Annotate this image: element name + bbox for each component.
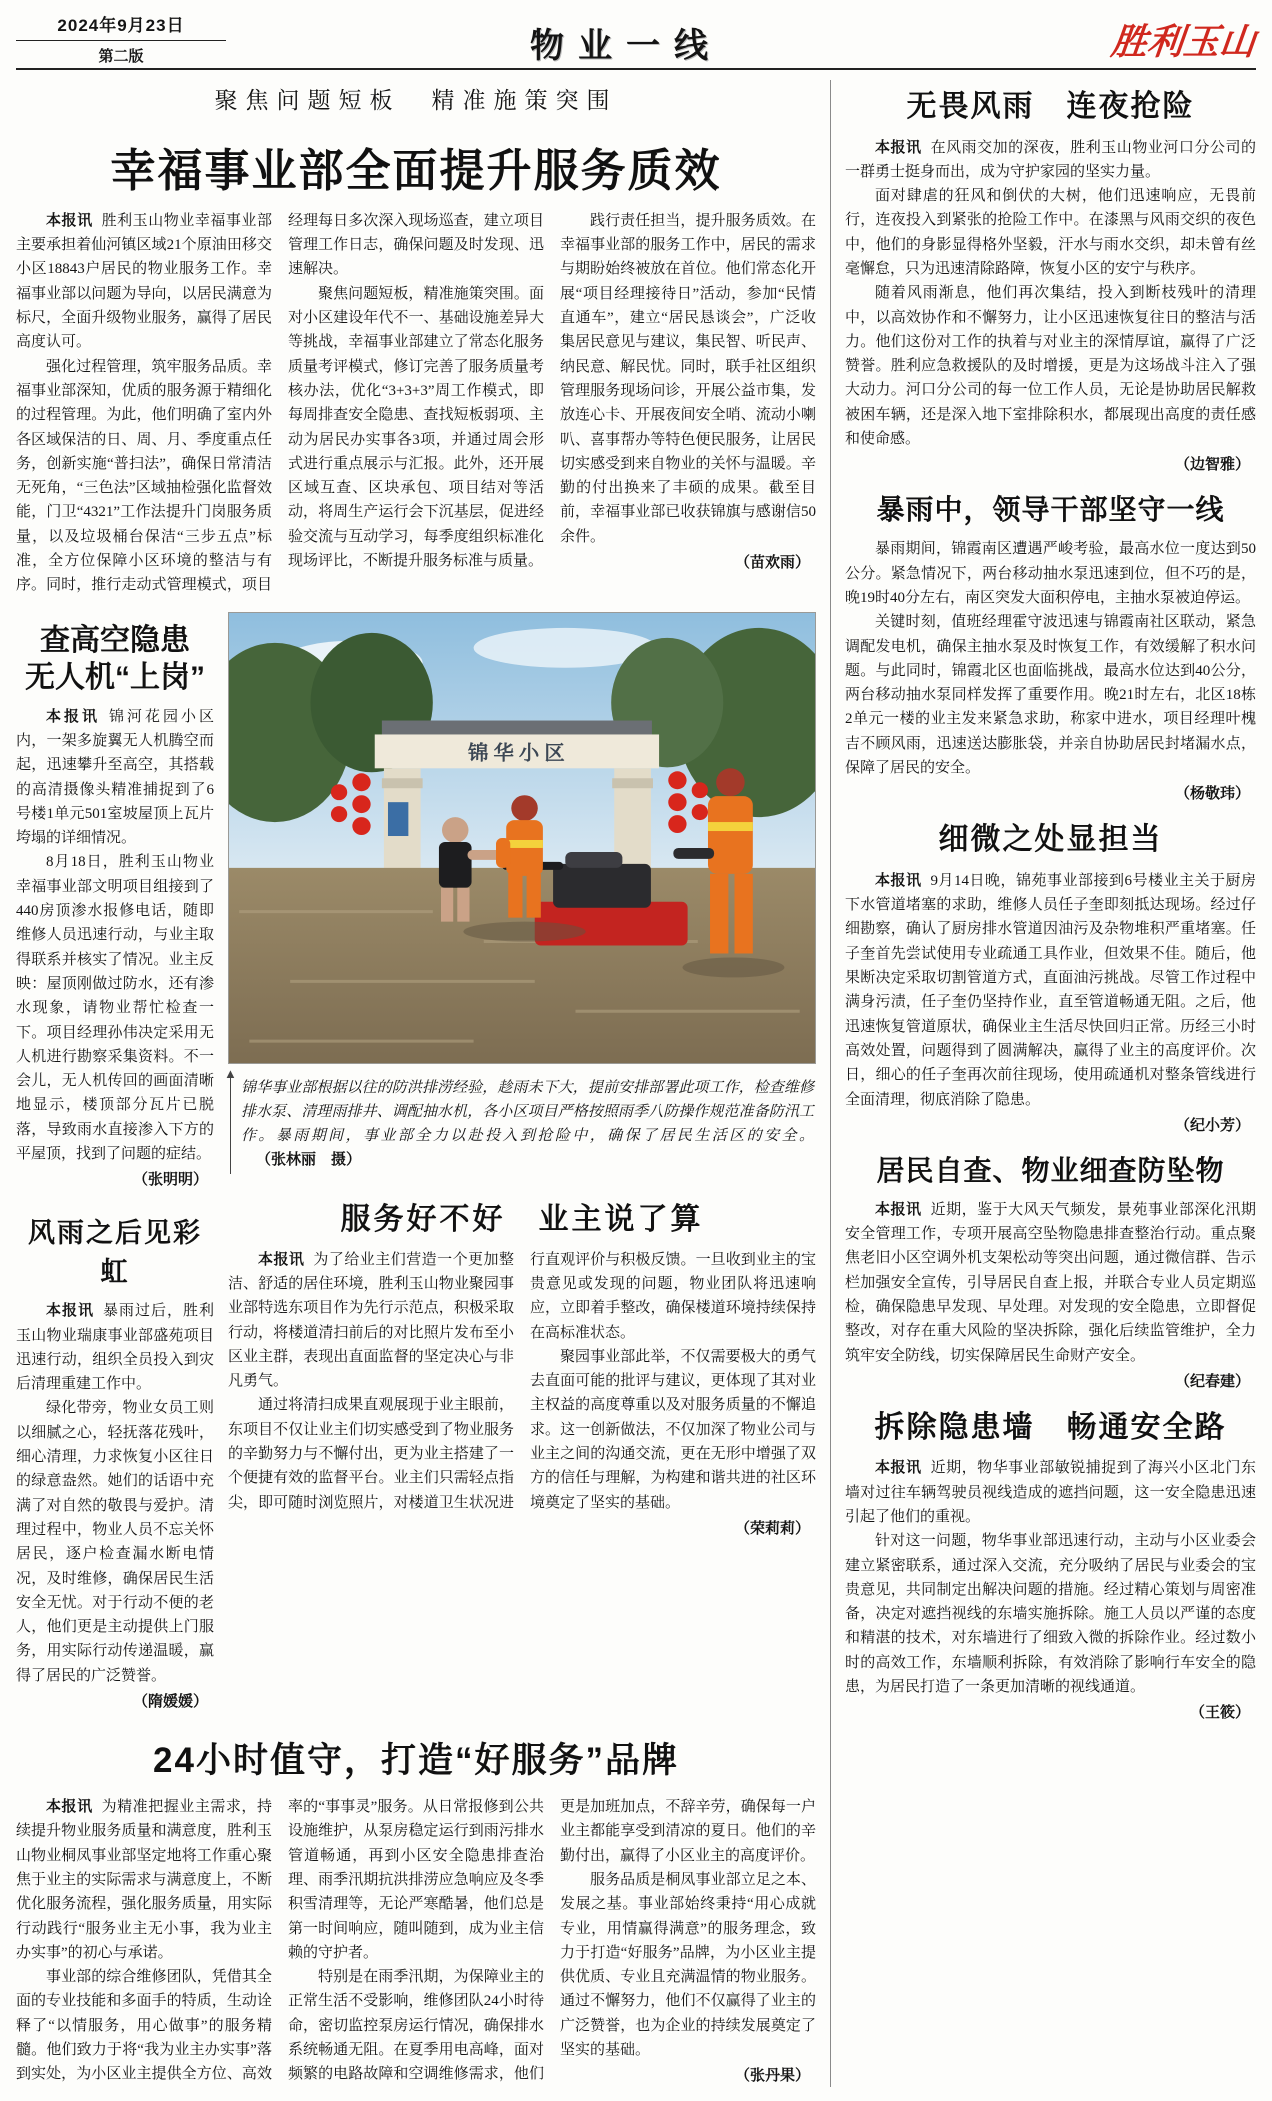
page-header <box>16 8 1256 64</box>
wire-label: 本报讯 <box>875 1459 922 1477</box>
header-rule <box>16 68 1256 70</box>
wire-label: 本报讯 <box>46 707 100 725</box>
wall-removal-headline: 拆除隐患墙 畅通安全路 <box>874 1410 1227 1444</box>
lead-paragraph: 强化过程管理，筑牢服务品质。幸福事业部深知，优质的服务源于精细化的过程管理。为此，他们明确了室内外各区域保洁的日、周、月、季度重点任务，创新实施“普扫法”，确保日常清洁无死角，“三色法”区域抽检强化监督效能，门卫“4321”工作法提升门岗服务质量，以及垃圾桶台保洁“三步五点”标准，全方位保障小区环境的整洁与有序。同时，推行走动式管理模式，项目经理每日多次深入现场巡查，建立项目管理工作日志，确保问题及时发现、迅速解决。 <box>16 212 544 594</box>
storm-rescue-byline: （边智雅） <box>1174 457 1250 474</box>
rainbow-byline: （隋媛媛） <box>132 1694 208 1711</box>
serve-paragraph: 本报讯 为了给业主们营造一个更加整洁、舒适的居住环境，胜利玉山物业聚园事业部特选东项目作为先行示范点，积极采取行动，将楼道清扫前后的对比照片发布至小区业主群，表现出直面监督的坚定决心与非凡勇气。 <box>228 1250 514 1390</box>
lead-body <box>16 209 816 598</box>
rainbow-paragraph: 本报讯 暴雨过后，胜利玉山物业瑞康事业部盛苑项目迅速行动，组织全员投入到灾后清理重建工作中。 <box>16 1302 214 1393</box>
article-drone <box>16 622 214 1190</box>
falling-object-byline: （纪春建） <box>1174 1373 1250 1390</box>
serve-byline: （荣莉莉） <box>734 1520 810 1537</box>
lead-byline: （苗欢雨） <box>734 555 810 572</box>
main-zone <box>16 80 816 2087</box>
edition-label: 第二版 <box>98 48 144 65</box>
serve-body <box>228 1248 816 1538</box>
article-storm-rescue <box>845 88 1256 474</box>
gate-sign-text: 锦 华 小 区 <box>468 742 565 764</box>
lead-kicker: 聚焦问题短板 精准施策突围 <box>214 88 618 113</box>
brand-paragraph: 本报讯 为精准把握业主需求，持续提升物业服务质量和满意度，胜利玉山物业桐凤事业部坚定地将工作重心聚焦于业主的实际需求与满意度上，不断优化服务流程，强化服务质量，用实际行动践行“服务业主无小事，我为业主办实事”的初心与承诺。 <box>16 1798 272 1961</box>
leaders-frontline-headline: 暴雨中，领导干部坚守一线 <box>876 494 1225 526</box>
brand-paragraph: 事业部的综合维修团队，凭借其全面的专业技能和多面手的特质，生动诠释了“以情服务，用心做事”的服务精髓。他们致力于将“我为业主办实事”落到实处，为小区业主提供全方位、高效率的“事事灵”服务。从日常报修到公共设施维护，从泵房稳定运行到雨污排水管道畅通，再到小区安全隐患排查治理、雨季汛期抗洪排涝应急响应及冬季积雪清理等，无论严寒酷暑，他们总是第一时间响应，随叫随到，成为业主信赖的守护者。 <box>16 1799 544 2083</box>
brand-paragraph: 服务品质是桐凤事业部立足之本、发展之基。事业部始终秉持“用心成就专业，用情赢得满意”的服务理念，致力于打造“好服务”品牌，为小区业主提供优质、专业且充满温情的物业服务。通过不懈努力，他们不仅赢得了业主的广泛赞誉，也为企业的持续发展奠定了坚实的基础。 <box>560 1871 816 2058</box>
article-brand <box>16 1733 816 2087</box>
article-rainbow <box>16 1211 214 1711</box>
storm-rescue-paragraph: 本报讯 在风雨交加的深夜，胜利玉山物业河口分公司的一群勇士挺身而出，成为守护家园的坚实力量。 <box>845 138 1256 180</box>
date-edition-box <box>16 8 226 66</box>
blue-street-sign <box>388 802 408 836</box>
lead-paragraph: 践行责任担当，提升服务质效。在幸福事业部的服务工作中，居民的需求与期盼始终被放在首位。他们常态化开展“项目经理接待日”活动，参加“民情直通车”，建立“居民恳谈会”，广泛收集居民意见与建议，集民智、听民声、纳民意、解民忧。同时，联手社区组织管理服务现场问诊，开展公益市集，发放连心卡、开展夜间安全哨、流动小喇叭、喜事帮办等特色便民服务，让居民切实感受到来自物业的关怀与温暖。辛勤的付出换来了丰硕的成果。截至目前，幸福事业部已收获锦旗与感谢信50余件。 <box>560 212 816 545</box>
caption-arrow-icon: ▲ <box>224 1065 237 1081</box>
wire-label: 本报讯 <box>46 211 93 229</box>
leaders-frontline-byline: （杨敬玮） <box>1174 786 1250 803</box>
serve-paragraph: 通过将清扫成果直观展现于业主眼前，东项目不仅让业主们切实感受到了物业服务的辛勤努力与不懈付出，更为业主搭建了一个便捷有效的监督平台。业主们只需轻点指尖，即可随时浏览照片，对楼道卫生状况进行直观评价与积极反馈。一旦收到业主的宝贵意见或发现的问题，物业团队将迅速响应，立即着手整改，确保楼道环境持续保持在高标准状态。 <box>228 1251 816 1511</box>
article-detail-duty <box>845 821 1256 1134</box>
brand-byline: （张丹果） <box>734 2068 810 2085</box>
section-title: 物业一线 <box>530 27 722 65</box>
brand-body <box>16 1795 816 2087</box>
detail-duty-byline: （纪小芳） <box>1174 1117 1250 1134</box>
falling-object-headline: 居民自查、物业细查防坠物 <box>876 1154 1225 1186</box>
brand-paragraph: 特别是在雨季汛期，为保障业主的正常生活不受影响，维修团队24小时待命，密切监控泵房运行情况，确保排水系统畅通无阻。在夏季用电高峰，面对频繁的电路故障和空调维修需求，他们更是加班加点，不辞辛劳，确保每一户业主都能享受到清凉的夏日。他们的辛勤付出，赢得了小区业主的高度评价。 <box>288 1799 816 2083</box>
wire-label: 本报讯 <box>875 138 922 156</box>
wall-removal-byline: （王筱） <box>1189 1705 1250 1722</box>
wire-label: 本报讯 <box>46 1798 93 1816</box>
left-column <box>16 612 214 1711</box>
falling-object-paragraph: 本报讯 近期，鉴于大风天气频发，景苑事业部深化汛期安全管理工作，专项开展高空坠物隐患排查整治行动。重点聚焦老旧小区空调外机支架松动等突出问题，通过微信群、告示栏加强安全宣传，引导居民自查上报，并联合专业人员定期巡检，确保隐患早发现、早处理。对发现的安全隐患，立即督促整改，对存在重大风险的坚决拆除，强化后续监管维护，全力筑牢安全防线，切实保障居民生命财产安全。 <box>845 1200 1256 1364</box>
wire-label: 本报讯 <box>875 1200 922 1218</box>
lead-paragraph: 本报讯 胜利玉山物业幸福事业部主要承担着仙河镇区域21个原油田移交小区18843户居民的物业服务工作。幸福事业部以问题为导向，以居民满意为标尺，全面升级物业服务，赢得了居民高度认可。 <box>16 211 272 351</box>
storm-rescue-headline: 无畏风雨 连夜抢险 <box>906 90 1195 123</box>
photo-caption: ▲ 锦华事业部根据以往的防洪排涝经验，趁雨未下大，提前安排部署此项工作，检查维修排水泵、清理雨排井、调配抽水机，各小区项目严格按照雨季八防操作规范准备防汛工作。暴雨期间，事业部全力以赴投入到抢险中，确保了居民生活区的安全。 （张林丽 摄） <box>230 1072 816 1174</box>
storm-rescue-paragraph: 面对肆虐的狂风和倒伏的大树，他们迅速响应，无畏前行，连夜投入到紧张的抢险工作中。在漆黑与风雨交织的夜色中，他们的身影显得格外坚毅，汗水与雨水交织，却未曾有丝毫懈怠，只为迅速清除路障，恢复小区的安宁与秩序。 <box>845 188 1256 277</box>
drone-paragraph: 本报讯 锦河花园小区内，一架多旋翼无人机腾空而起，迅速攀升至高空，其搭载的高清摄像头精准捕捉到了6号楼1单元501室坡屋顶上瓦片垮塌的详细情况。 <box>16 707 214 847</box>
detail-duty-paragraph: 本报讯 9月14日晚，锦苑事业部接到6号楼业主关于厨房下水管道堵塞的求助，维修人员任子奎即刻抵达现场。经过仔细勘察，确认了厨房排水管道因油污及杂物堆积严重堵塞。任子奎首先尝试使用专业疏通工具作业，但效果不佳。随后，他果断决定采取切割管道方式，直面油污挑战。尽管工作过程中满身污渍，任子奎仍坚持作业，直至管道畅通无阻。之后，他迅速恢复管道原状，确保业主生活尽快回归正常。历经三小时高效处置，问题得到了圆满解决，赢得了业主的高度评价。次日，细心的任子奎再次前往现场，使用疏通机对整条管线进行全面清理，彻底消除了隐患。 <box>845 871 1256 1108</box>
wire-label: 本报讯 <box>46 1302 94 1320</box>
article-serve <box>228 1194 816 1538</box>
article-wall-removal <box>845 1409 1256 1722</box>
news-photo-figure <box>224 612 816 1174</box>
center-column <box>224 612 816 1711</box>
rainbow-headline: 风雨之后见彩虹 <box>28 1218 202 1288</box>
detail-duty-headline: 细微之处显担当 <box>938 823 1163 857</box>
wall-removal-paragraph: 本报讯 近期，物华事业部敏锐捕捉到了海兴小区北门东墙对过往车辆驾驶员视线造成的遮挡问题，这一安全隐患迅速引起了他们的重视。 <box>845 1459 1256 1525</box>
issue-date: 2024年9月23日 <box>57 16 185 35</box>
rainbow-paragraph: 绿化带旁，物业女员工则以细腻之心，轻抚落花残叶，细心清理，力求恢复小区往日的绿意盎然。她们的话语中充满了对自然的敬畏与爱护。清理过程中，物业人员不忘关怀居民，逐户检查漏水断电情况，及时维修，确保居民生活安全无忧。对于行动不便的老人，他们更是主动提供上门服务，用实际行动传递温暖，赢得了居民的广泛赞誉。 <box>16 1400 214 1684</box>
lead-headline: 幸福事业部全面提升服务质效 <box>110 145 722 197</box>
wire-label: 本报讯 <box>875 871 922 889</box>
wall-removal-paragraph: 针对这一问题，物华事业部迅速行动，主动与小区业委会建立紧密联系，通过深入交流，充分吸纳了居民与业委会的宝贵意见，共同制定出解决问题的措施。经过精心策划与周密准备，决定对遮挡视线的东墙实施拆除。施工人员以严谨的态度和精湛的技术，对东墙进行了细致入微的拆除作业。经过数小时的高效工作，东墙顺利拆除，有效消除了影响行车安全的隐患，为居民打造了一条更加清晰的视线通道。 <box>845 1533 1256 1696</box>
serve-headline: 服务好不好 业主说了算 <box>340 1202 704 1236</box>
leaders-frontline-paragraph: 关键时刻，值班经理霍守波迅速与锦霞南社区联动，紧急调配发电机，确保主抽水泵及时恢复工作，有效缓解了积水问题。与此同时，锦霞北区也面临挑战，最高水位达到40公分，两台移动抽水泵同样发挥了重要作用。晚21时左右，北区18栋2单元一楼的业主发来紧急求助，称家中进水，项目经理叶槐吉不顾风雨，迅速送达膨胀袋，并亲自协助居民封堵漏水点，保障了居民的安全。 <box>845 614 1256 777</box>
leaders-frontline-paragraph: 暴雨期间，锦霞南区遭遇严峻考验，最高水位一度达到50公分。紧急情况下，两台移动抽水泵迅速到位，但不巧的是，晚19时40分左右，南区突发大面积停电，主抽水泵被迫停运。 <box>845 541 1256 606</box>
drone-headline: 查高空隐患 无人机“上岗” <box>25 623 205 695</box>
serve-paragraph: 聚园事业部此举，不仅需要极大的勇气去直面可能的批评与建议，更体现了其对业主权益的高度尊重以及对服务质量的不懈追求。这一创新做法，不仅加深了物业公司与业主之间的沟通交流，更在无形中增强了双方的信任与理解，为构建和谐共进的社区环境奠定了坚实的基础。 <box>530 1348 816 1511</box>
wire-label: 本报讯 <box>258 1250 305 1268</box>
article-falling-object-check <box>845 1153 1256 1391</box>
lead-paragraph: 聚焦问题短板，精准施策突围。面对小区建设年代不一、基础设施差异大等挑战，幸福事业部建立了常态化服务质量考评模式，修订完善了服务质量考核办法，优化“3+3+3”周工作模式，即每周排查安全隐患、查找短板弱项、主动为居民办实事各3项，并通过周会形式进行重点展示与汇报。此外，还开展区域互查、区块承包、项目结对等活动，将周生产运行会下沉基层，促进经验交流与互动学习，每季度组织标准化现场评比，不断提升服务标准与质量。 <box>288 285 544 570</box>
article-leaders-frontline <box>845 492 1256 803</box>
sidebar-zone <box>845 80 1256 2087</box>
masthead-logo: 胜利玉山 <box>1109 22 1258 62</box>
brand-headline: 24小时值守，打造“好服务”品牌 <box>153 1741 679 1781</box>
drone-paragraph: 8月18日，胜利玉山物业幸福事业部文明项目组接到了440房顶渗水报修电话，随即维修人员迅速行动，与业主取得联系并核实了情况。业主反映：屋顶刚做过防水，还有渗水现象，请物业帮忙检查一下。项目经理孙伟决定采用无人机进行勘察采集资料。不一会儿，无人机传回的画面清晰地显示，楼顶部分瓦片已脱落，导致雨水直接渗入下方的平屋顶，找到了问题的症结。 <box>16 854 214 1162</box>
storm-rescue-paragraph: 随着风雨渐息，他们再次集结，投入到断枝残叶的清理中，以高效协作和不懈努力，让小区迅速恢复往日的整洁与活力。他们这份对工作的执着与对业主的深情厚谊，赢得了广泛赞誉。胜利应急救援队的及时增援，更是为这场战斗注入了强大动力。河口分公司的每一位工作人员，无论是协助居民解救被困车辆，还是深入地下室排除积水，都展现出高度的责任感和使命感。 <box>845 285 1256 448</box>
photo-credit: （张林丽 摄） <box>256 1151 362 1168</box>
drone-byline: （张明明） <box>132 1172 208 1189</box>
flood-rescue-photo <box>228 612 816 1064</box>
article-lead <box>16 82 816 598</box>
column-divider <box>830 80 831 2087</box>
